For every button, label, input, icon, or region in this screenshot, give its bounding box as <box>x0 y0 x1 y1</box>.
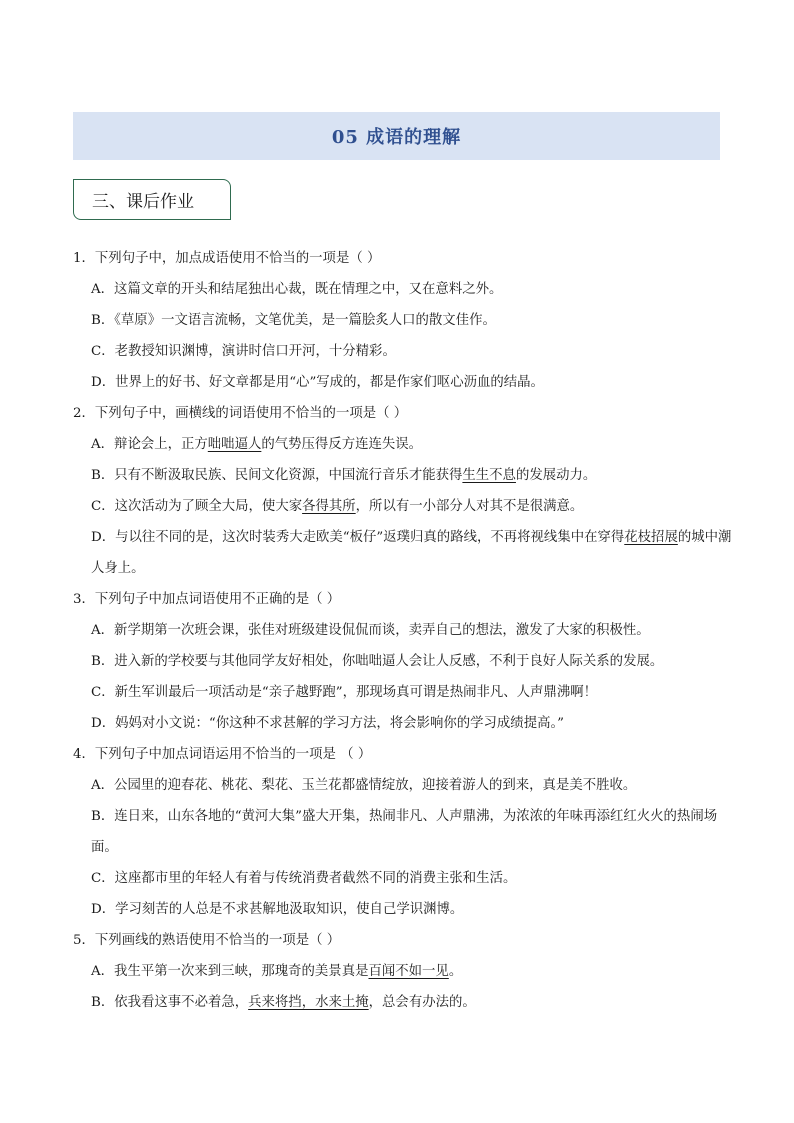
option-a: A．新学期第一次班会课，张佳对班级建设侃侃而谈，卖弄自己的想法，激发了大家的积极性。 <box>91 623 650 638</box>
option-text: D．与以往不同的是，这次时装秀大走欧美“板仔”返璞归真的路线，不再将视线集中在穿得 <box>91 530 625 545</box>
option-d: D．世界上的好书、好文章都是用“心”写成的，都是作家们呕心沥血的结晶。 <box>91 375 544 390</box>
question-stem: 1．下列句子中，加点成语使用不恰当的一项是（ ） <box>73 251 381 266</box>
question-3 <box>73 584 733 739</box>
underlined-idiom: 咄咄逼人 <box>207 437 262 452</box>
question-stem: 5．下列画线的熟语使用不恰当的一项是（ ） <box>73 933 341 948</box>
option-b: B．进入新的学校要与其他同学友好相处，你咄咄逼人会让人反感，不利于良好人际关系的发展。 <box>91 654 664 669</box>
option-b <box>73 987 733 1018</box>
option-a: A．公园里的迎春花、桃花、梨花、玉兰花都盛情绽放，迎接着游人的到来，真是美不胜收。 <box>91 778 637 793</box>
option-c: C．老教授知识渊博，演讲时信口开河，十分精彩。 <box>91 344 396 359</box>
question-2 <box>73 398 733 584</box>
question-5 <box>73 925 733 1018</box>
option-text: C．这次活动为了顾全大局，使大家 <box>91 499 303 514</box>
underlined-idiom: 兵来将挡，水来土掩 <box>248 995 369 1010</box>
option-a: A．这篇文章的开头和结尾独出心裁，既在情理之中，又在意料之外。 <box>91 282 503 297</box>
question-4 <box>73 739 733 925</box>
underlined-idiom: 百闻不如一见 <box>368 964 449 979</box>
question-list <box>73 243 733 1018</box>
question-stem: 4．下列句子中加点词语运用不恰当的一项是 （ ） <box>73 747 372 762</box>
option-c <box>73 491 733 522</box>
question-1 <box>73 243 733 398</box>
option-text: A．辩论会上，正方 <box>91 437 208 452</box>
option-a <box>73 429 733 460</box>
underlined-idiom: 花枝招展 <box>624 530 678 545</box>
option-d: D．妈妈对小文说：“你这种不求甚解的学习方法，将会影响你的学习成绩提高。” <box>91 716 565 731</box>
option-text: 的发展动力。 <box>515 468 597 483</box>
option-text: 。 <box>448 964 463 979</box>
option-text: ，总会有办法的。 <box>368 995 476 1010</box>
option-c: C．这座都市里的年轻人有着与传统消费者截然不同的消费主张和生活。 <box>91 871 517 886</box>
option-b <box>73 460 733 491</box>
question-stem: 3．下列句子中加点词语使用不正确的是（ ） <box>73 592 341 607</box>
question-stem: 2．下列句子中，画横线的词语使用不恰当的一项是（ ） <box>73 406 408 421</box>
page-title: 05 成语的理解 <box>331 127 462 148</box>
page-title-banner <box>73 112 720 160</box>
option-text: A．我生平第一次来到三峡，那瑰奇的美景真是 <box>91 964 369 979</box>
section-heading: 三、课后作业 <box>92 192 194 212</box>
option-b: B．《草原》一文语言流畅，文笔优美，是一篇脍炙人口的散文佳作。 <box>91 313 496 328</box>
option-text: 的城中潮人身上。 <box>91 530 732 576</box>
option-text: ，所以有一小部分人对其不是很满意。 <box>355 499 584 514</box>
option-text: 的气势压得反方连连失误。 <box>261 437 423 452</box>
option-a <box>73 956 733 987</box>
option-d <box>73 522 733 584</box>
underlined-idiom: 生生不息 <box>462 468 516 483</box>
option-c: C．新生军训最后一项活动是“亲子越野跑”，那现场真可谓是热闹非凡、人声鼎沸啊！ <box>91 685 597 700</box>
underlined-idiom: 各得其所 <box>302 499 356 514</box>
option-text: B．依我看这事不必着急， <box>91 995 249 1010</box>
option-text: B．只有不断汲取民族、民间文化资源，中国流行音乐才能获得 <box>91 468 463 483</box>
section-heading-box <box>73 179 231 220</box>
option-b: B．连日来，山东各地的“黄河大集”盛大开集，热闹非凡、人声鼎沸，为浓浓的年味再添红红火火的热闹场面。 <box>91 809 718 855</box>
option-d: D．学习刻苦的人总是不求甚解地汲取知识，使自己学识渊博。 <box>91 902 464 917</box>
